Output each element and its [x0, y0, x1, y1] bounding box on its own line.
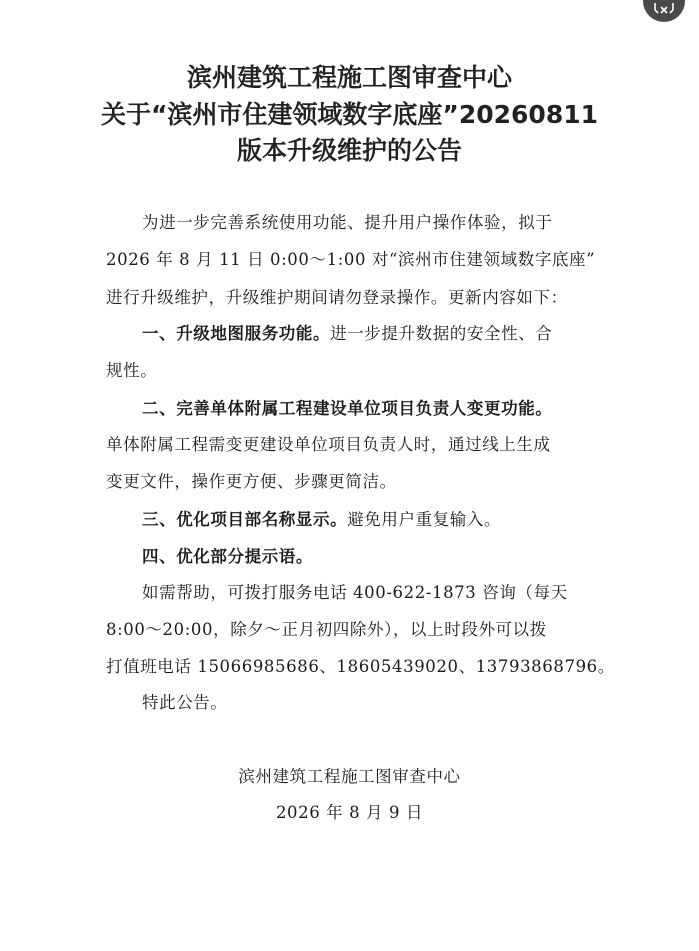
paragraph-1-line-1: 为进一步完善系统使用功能、提升用户操作体验，拟于 — [142, 213, 553, 232]
notice-title-line1: 滨州建筑工程施工图审查中心 — [186, 63, 512, 92]
item-2-heading: 二、完善单体附属工程建设单位项目负责人变更功能。 — [142, 399, 553, 418]
closing-text: 特此公告。 — [142, 693, 228, 712]
item-3-text: 避免用户重复输入。 — [347, 510, 502, 529]
item-3-line — [142, 506, 632, 530]
item-2-line-2: 单体附属工程需变更建设单位项目负责人时，通过线上生成 — [106, 435, 551, 454]
item-1-heading: 一、升级地图服务功能。 — [142, 324, 331, 343]
paragraph-1-line-2: 2026 年 8 月 11 日 0:00～1:00 对“滨州市住建领域数字底座” — [106, 250, 596, 269]
help-line-1: 如需帮助，可拨打服务电话 400-622-1873 咨询（每天 — [142, 583, 568, 602]
item-1-line-1 — [142, 320, 632, 344]
help-line-2: 8:00～20:00，除夕～正月初四除外），以上时段外可以拨 — [106, 620, 547, 639]
help-line-3: 打值班电话 15066985686、18605439020、13793868796。 — [106, 657, 615, 676]
notice-title-line3: 版本升级维护的公告 — [236, 136, 462, 165]
notice-title-line2: 关于“滨州市住建领域数字底座”20260811 — [100, 100, 599, 129]
paragraph-1-line-3: 进行升级维护，升级维护期间请勿登录操作。更新内容如下： — [106, 288, 568, 307]
signature-org: 滨州建筑工程施工图审查中心 — [238, 767, 461, 786]
item-1-line-2: 规性。 — [106, 361, 158, 380]
signature-date: 2026 年 8 月 9 日 — [275, 803, 424, 822]
item-2-line-3: 变更文件，操作更方便、步骤更简洁。 — [106, 472, 397, 491]
scan-icon — [654, 2, 674, 16]
item-1-text: 进一步提升数据的安全性、合 — [330, 324, 553, 343]
scan-button[interactable] — [643, 0, 685, 22]
item-3-heading: 三、优化项目部名称显示。 — [142, 510, 348, 529]
item-4-heading: 四、优化部分提示语。 — [142, 547, 313, 566]
